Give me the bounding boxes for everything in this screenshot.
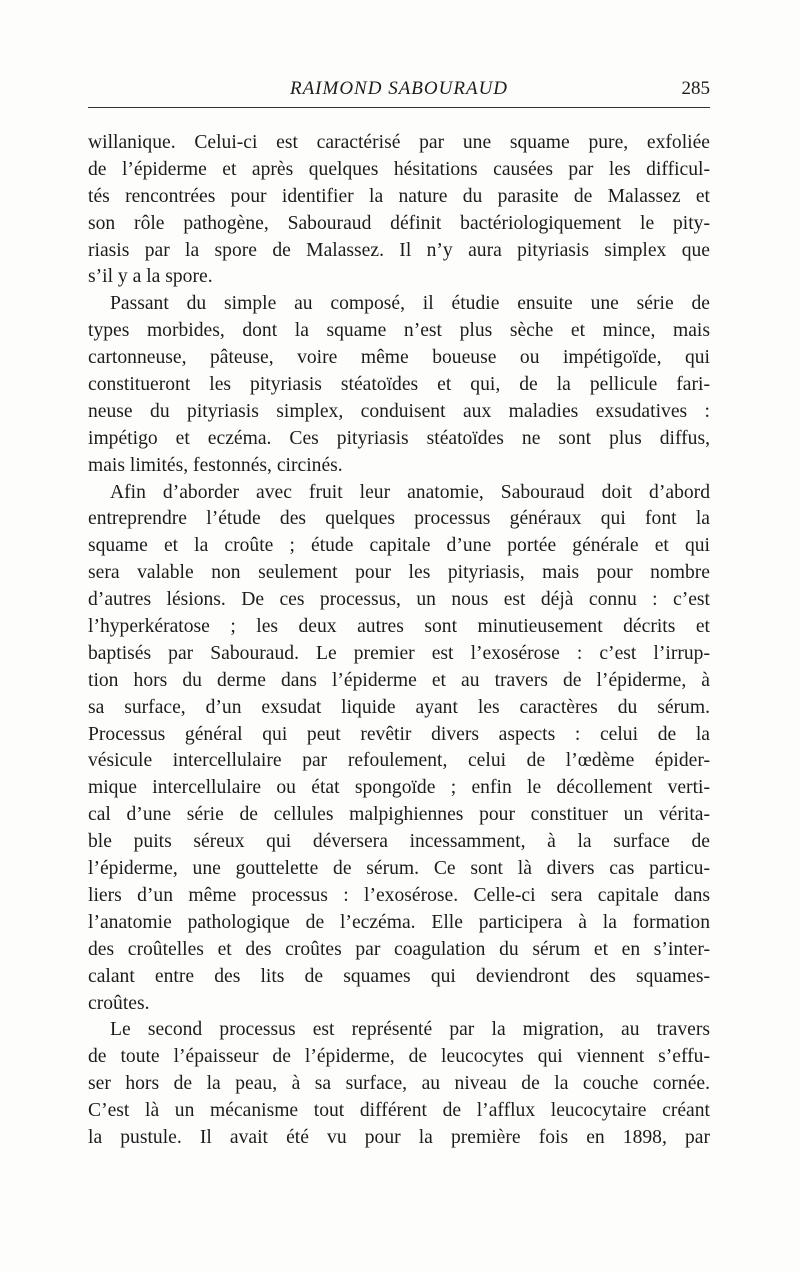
text-line: mique intercellulaire ou état spongoïde ; enfin le décollement verti- <box>88 777 710 799</box>
text-line: constitueront les pityriasis stéatoïdes et qui, de la pellicule fari- <box>88 374 710 396</box>
text-line: son rôle pathogène, Sabouraud définit bactériologiquement le pity- <box>88 212 710 234</box>
text-line: Passant du simple au composé, il étudie ensuite une série de <box>110 293 710 315</box>
text-line: squame et la croûte ; étude capitale d’une portée générale et qui <box>88 535 710 557</box>
text-line: riasis par la spore de Malassez. Il n’y aura pityriasis simplex que <box>88 239 710 261</box>
text-line: s’il y a la spore. <box>88 266 213 288</box>
text-line: C’est là un mécanisme tout différent de l’afflux leucocytaire créant <box>88 1100 710 1122</box>
text-line: Processus général qui peut revêtir divers aspects : celui de la <box>88 723 710 745</box>
text-line: ser hors de la peau, à sa surface, au niveau de la couche cornée. <box>88 1073 710 1095</box>
text-line: impétigo et eczéma. Ces pityriasis stéatoïdes ne sont plus diffus, <box>88 427 710 449</box>
text-line: ble puits séreux qui déversera incessamment, à la surface de <box>88 831 710 853</box>
text-line: vésicule intercellulaire par refoulement, celui de l’œdème épider- <box>88 750 710 772</box>
text-line: tés rencontrées pour identifier la nature du parasite de Malassez et <box>88 185 710 207</box>
text-line: Afin d’aborder avec fruit leur anatomie, Sabouraud doit d’abord <box>110 481 710 503</box>
running-head <box>88 76 710 104</box>
text-line: tion hors du derme dans l’épiderme et au travers de l’épiderme, à <box>88 669 710 691</box>
text-line: croûtes. <box>88 992 150 1014</box>
text-line: de toute l’épaisseur de l’épiderme, de leucocytes qui viennent s’effu- <box>88 1046 710 1068</box>
text-line: la pustule. Il avait été vu pour la première fois en 1898, par <box>88 1126 710 1148</box>
text-line: des croûtelles et des croûtes par coagulation du sérum et en s’inter- <box>88 938 710 960</box>
text-line: entreprendre l’étude des quelques processus généraux qui font la <box>88 508 710 530</box>
text-line: liers d’un même processus : l’exosérose. Celle-ci sera capitale dans <box>88 884 710 906</box>
text-line: calant entre des lits de squames qui deviendront des squames- <box>88 965 710 987</box>
text-line: l’hyperkératose ; les deux autres sont minutieusement décrits et <box>88 616 710 638</box>
text-line: neuse du pityriasis simplex, conduisent aux maladies exsudatives : <box>88 400 710 422</box>
text-line: types morbides, dont la squame n’est plus sèche et mince, mais <box>88 320 710 342</box>
running-title: RAIMOND SABOURAUD <box>289 78 509 99</box>
text-line: baptisés par Sabouraud. Le premier est l’exosérose : c’est l’irrup- <box>88 642 710 664</box>
text-line: d’autres lésions. De ces processus, un nous est déjà connu : c’est <box>88 589 710 611</box>
text-line: l’anatomie pathologique de l’eczéma. Elle participera à la formation <box>88 911 710 933</box>
text-line: de l’épiderme et après quelques hésitations causées par les difficul- <box>88 158 710 180</box>
text-line: l’épiderme, une gouttelette de sérum. Ce sont là divers cas particu- <box>88 858 710 880</box>
text-line: cal d’une série de cellules malpighiennes pour constituer un vérita- <box>88 804 710 826</box>
text-line: cartonneuse, pâteuse, voire même boueuse ou impétigoïde, qui <box>88 347 710 369</box>
text-line: mais limités, festonnés, circinés. <box>88 454 343 476</box>
text-line: Le second processus est représenté par la migration, au travers <box>110 1019 710 1041</box>
body-text <box>88 130 710 1152</box>
text-line: willanique. Celui-ci est caractérisé par une squame pure, exfoliée <box>88 132 710 153</box>
page-number: 285 <box>681 78 710 99</box>
text-line: sera valable non seulement pour les pityriasis, mais pour nombre <box>88 562 710 584</box>
text-line: sa surface, d’un exsudat liquide ayant les caractères du sérum. <box>88 696 710 718</box>
header-rule <box>88 107 710 108</box>
